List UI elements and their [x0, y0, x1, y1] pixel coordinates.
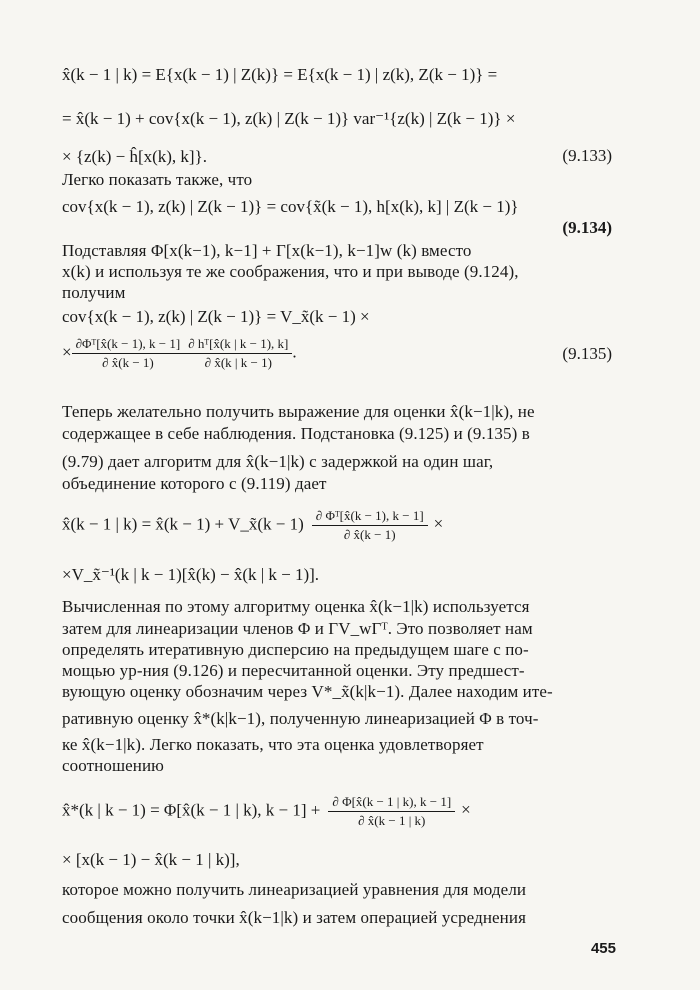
text-line: ке x̂(k−1|k). Легко показать, что эта оценка удовлетворяет: [62, 735, 484, 754]
times-sign: ×: [461, 800, 471, 820]
fraction-dh-numerator: ∂ hᵀ[x̂(k | k − 1), k]: [184, 335, 292, 354]
text-line: Легко показать также, что: [62, 170, 253, 189]
fraction-dh: [184, 335, 292, 372]
fraction-dPhi-numerator: ∂Φᵀ[x̂(k − 1), k − 1]: [72, 335, 185, 354]
text-line: вующую оценку обозначим через V*_x̃(k|k−1). Далее находим ите-: [62, 682, 553, 701]
equation-line: cov{x(k − 1), z(k) | Z(k − 1)} = V_x̃(k − 1) ×: [62, 307, 370, 326]
equation-number: (9.134): [562, 218, 612, 237]
fraction-eq136a: [312, 507, 428, 544]
equation-line: = x̂(k − 1) + cov{x(k − 1), z(k) | Z(k − 1)} var⁻¹{z(k) | Z(k − 1)} ×: [62, 109, 516, 128]
text-line: x(k) и используя те же соображения, что и при выводе (9.124),: [62, 262, 519, 281]
text-line: Подставляя Φ[x(k−1), k−1] + Γ[x(k−1), k−1]w (k) вместо: [62, 241, 472, 260]
text-line: получим: [62, 283, 126, 302]
equation-line: × {z(k) − ĥ[x(k), k]}.: [62, 147, 208, 166]
text-line: определять итеративную дисперсию на предыдущем шаге с по-: [62, 640, 529, 659]
text-line: Вычисленная по этому алгоритму оценка x̂(k−1|k) используется: [62, 597, 530, 616]
equation-lhs: x̂*(k | k − 1) = Φ[x̂(k − 1 | k), k − 1] +: [62, 800, 321, 820]
text-line: соотношению: [62, 756, 164, 775]
text-line: ративную оценку x̂*(k|k−1), полученную линеаризацией Φ в точ-: [62, 709, 539, 728]
fraction-eq137a-numerator: ∂ Φ[x̂(k − 1 | k), k − 1]: [328, 793, 455, 812]
text-line: (9.79) дает алгоритм для x̂(k−1|k) с задержкой на один шаг,: [62, 452, 494, 471]
fraction-eq137a-denominator: ∂ x̂(k − 1 | k): [358, 813, 426, 828]
period: .: [292, 342, 297, 362]
equation-line: ×V_x̃⁻¹(k | k − 1)[x̂(k) − x̂(k | k − 1)].: [62, 565, 320, 584]
text-line: Теперь желательно получить выражение для оценки x̂(k−1|k), не: [62, 402, 535, 421]
fraction-eq137a: [328, 793, 455, 830]
text-line: которое можно получить линеаризацией уравнения для модели: [62, 880, 527, 899]
fraction-dPhi-denominator: ∂ x̂(k − 1): [102, 355, 154, 370]
fraction-eq136a-denominator: ∂ x̂(k − 1): [343, 527, 396, 542]
equation-line-eq137a: [62, 793, 471, 830]
equation-line-9-135-fractions: [62, 335, 297, 372]
equation-line: cov{x(k − 1), z(k) | Z(k − 1)} = cov{x̃(k − 1), h[x(k), k] | Z(k − 1)}: [62, 197, 519, 216]
equation-line: x̂(k − 1 | k) = E{x(k − 1) | Z(k)} = E{x(k − 1) | z(k), Z(k − 1)} =: [62, 65, 498, 84]
equation-line-eq136a: [62, 507, 443, 544]
page-number: 455: [590, 940, 616, 957]
equation-line: × [x(k − 1) − x̂(k − 1 | k)],: [62, 850, 240, 869]
times-sign: ×: [433, 514, 444, 534]
fraction-dPhi: [72, 335, 185, 372]
text-line: содержащее в себе наблюдения. Подстановка (9.125) и (9.135) в: [62, 424, 530, 443]
equation-lhs: x̂(k − 1 | k) = x̂(k − 1) + V_x̃(k − 1): [62, 514, 304, 534]
equation-number: (9.135): [562, 344, 612, 363]
text-line: сообщения около точки x̂(k−1|k) и затем операцией усреднения: [62, 908, 526, 927]
fraction-dh-denominator: ∂ x̂(k | k − 1): [204, 355, 272, 370]
text-line: мощью ур-ния (9.126) и пересчитанной оценки. Эту предшест-: [62, 661, 525, 680]
text-line: объединение которого с (9.119) дает: [62, 474, 327, 493]
times-sign: ×: [62, 342, 72, 362]
equation-number: (9.133): [562, 146, 612, 165]
text-line: затем для линеаризации членов Φ и ΓV_wΓᵀ. Это позволяет нам: [62, 619, 533, 638]
fraction-eq136a-numerator: ∂ Φᵀ[x̂(k − 1), k − 1]: [312, 507, 428, 526]
